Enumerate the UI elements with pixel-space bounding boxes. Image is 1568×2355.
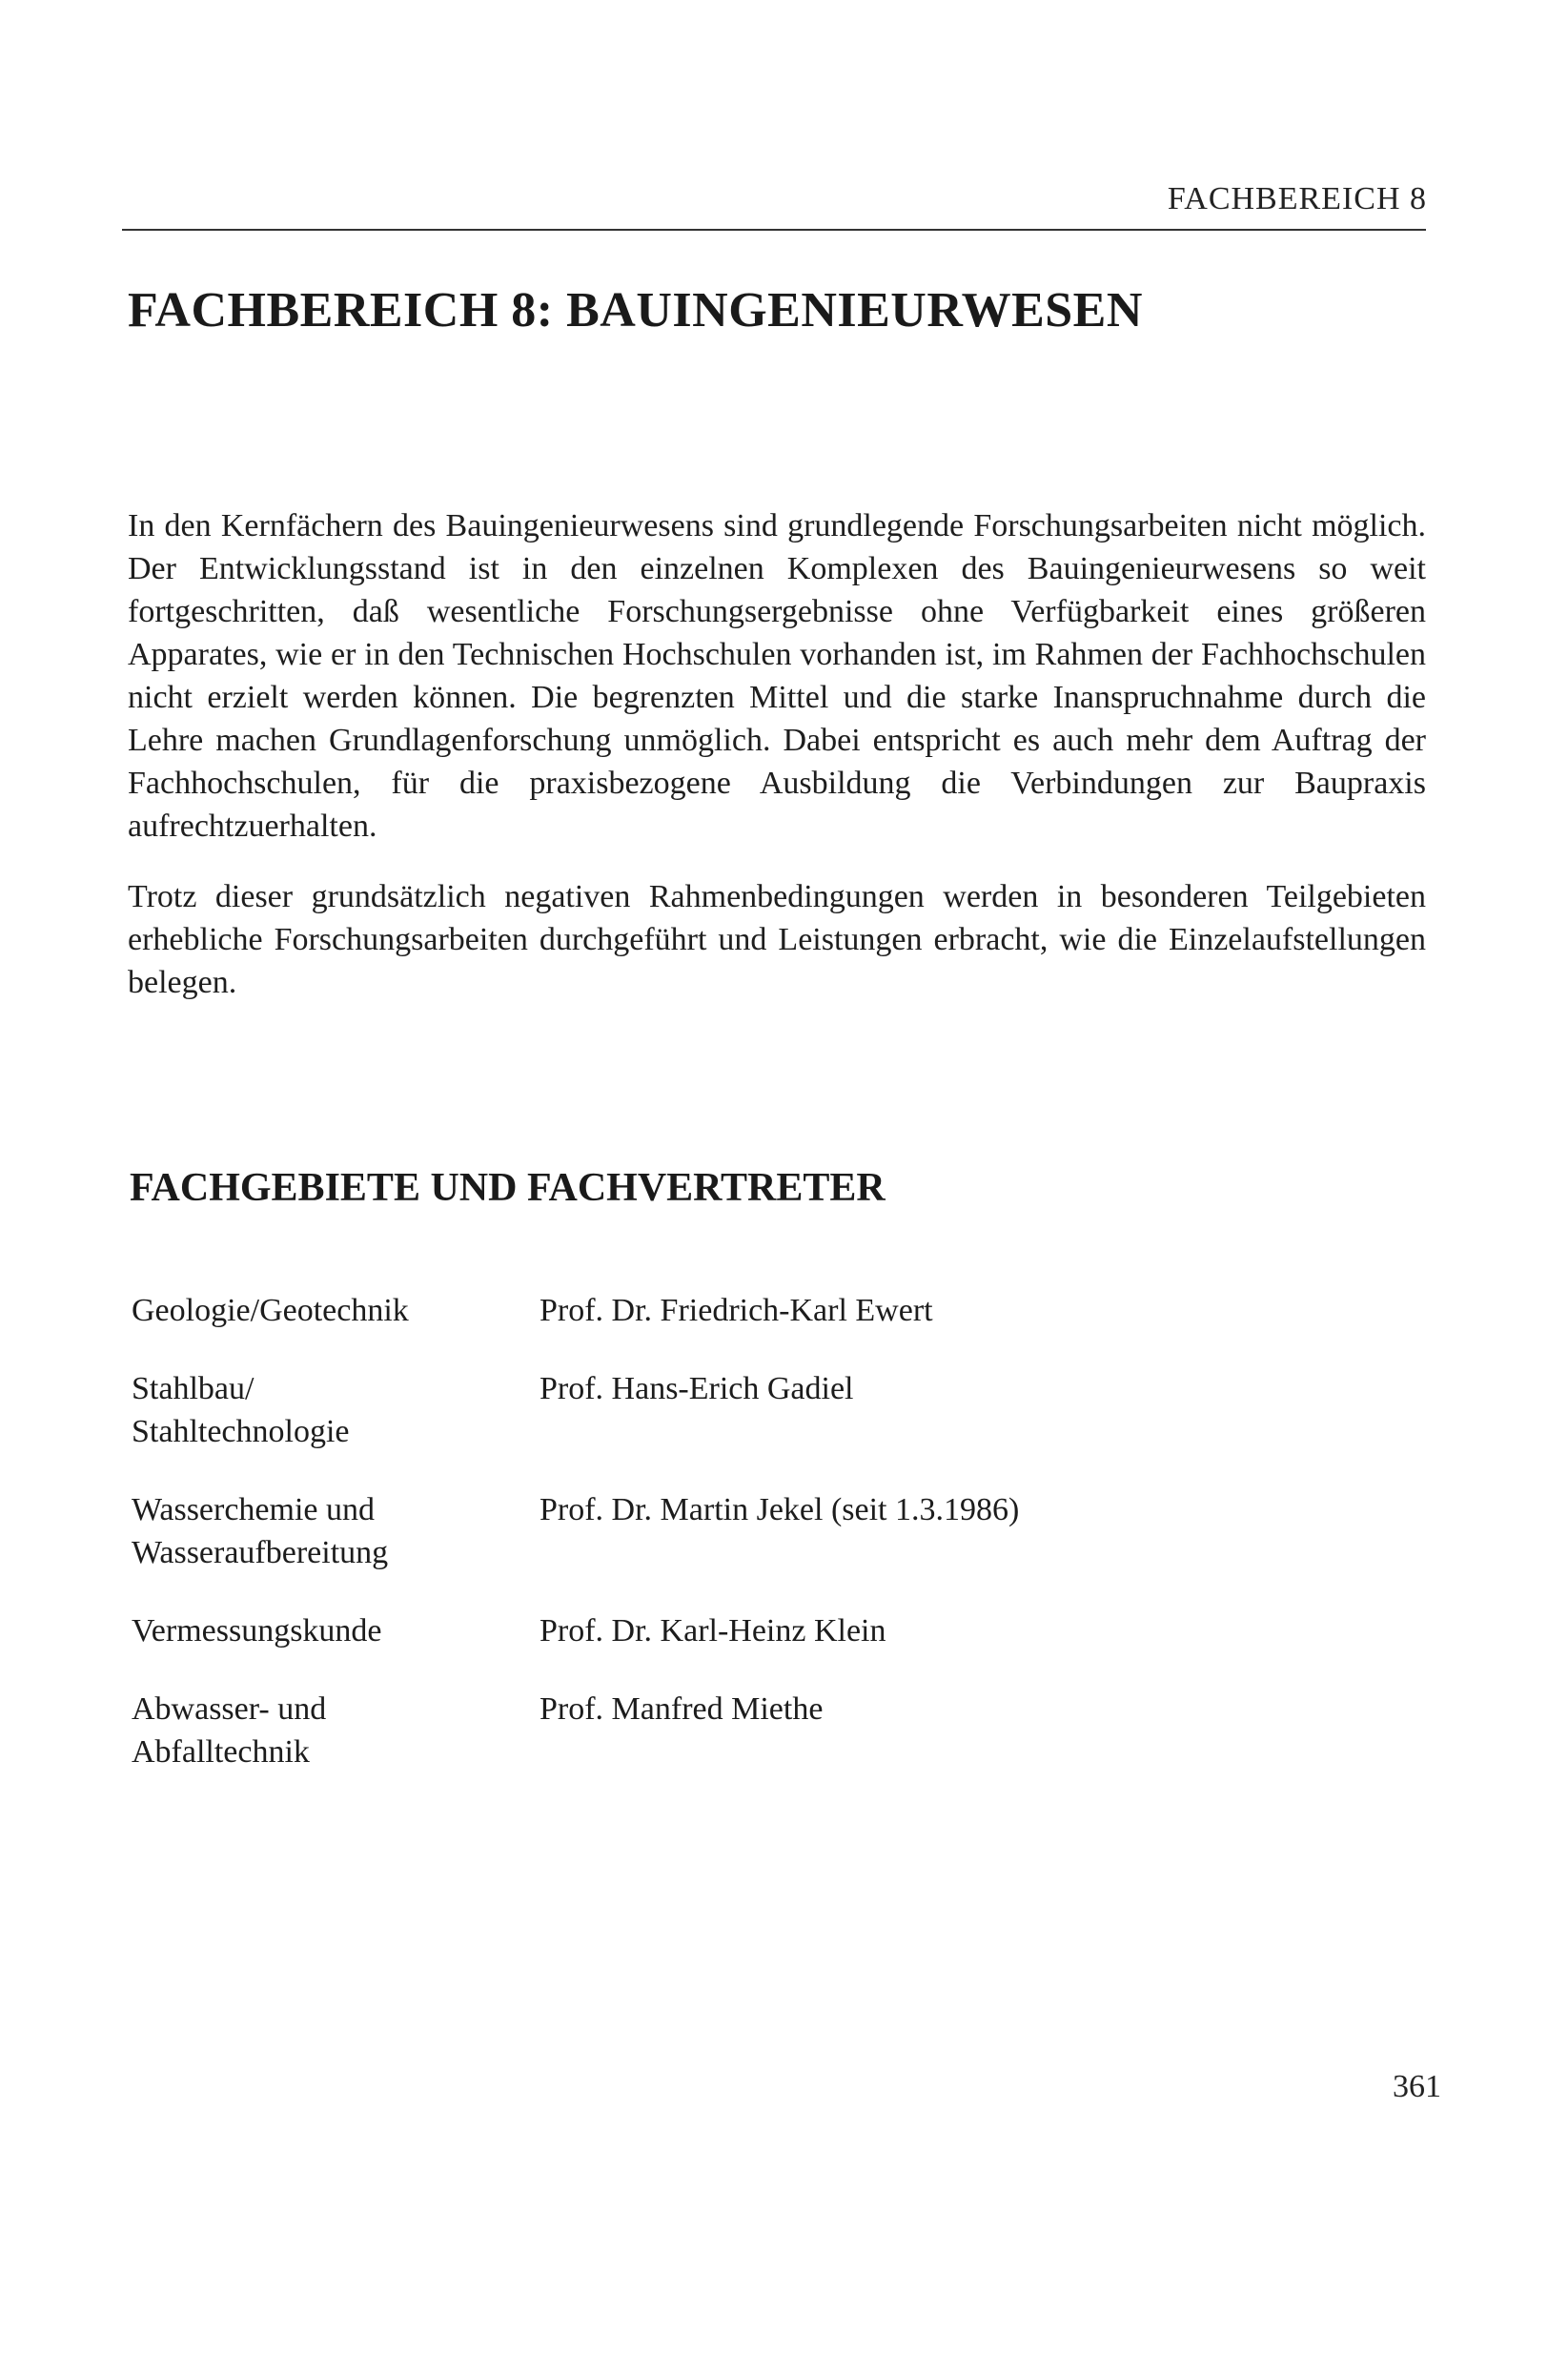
field-row [132, 1688, 1275, 1773]
section-title: FACHGEBIETE UND FACHVERTRETER [130, 1166, 886, 1210]
field-row [132, 1289, 1275, 1332]
field-row [132, 1488, 1275, 1574]
field-name: Stahlbau/ Stahltechnologie [132, 1371, 350, 1449]
field-representative: Prof. Dr. Friedrich-Karl Ewert [540, 1293, 933, 1328]
running-header: FACHBEREICH 8 [1167, 181, 1427, 216]
field-table [132, 1289, 1275, 1809]
intro-paragraph: In den Kernfächern des Bauingenieurwesens sind grundlegende Forschungsarbeiten nicht möglich. Der Entwicklungsstand ist in den einzelnen Komplexen des Bauingenieurwesens so weit fortgeschritten, daß wesentliche Forschungsergebnisse ohne Verfügbarkeit eines größeren Apparates, wie er in den Technischen Hochschulen vorhanden ist, im Rahmen der Fachhochschulen nicht erzielt werden können. Die begrenzten Mittel und die starke Inanspruchnahme durch die Lehre machen Grundlagenforschung unmöglich. Dabei entspricht es auch mehr dem Auftrag der Fachhochschulen, für die praxisbezogene Ausbildung die Verbindungen zur Baupraxis aufrechtzuerhalten. [128, 508, 1426, 844]
field-representative: Prof. Manfred Miethe [540, 1691, 824, 1727]
page-title: FACHBEREICH 8: BAUINGENIEURWESEN [128, 283, 1143, 338]
second-paragraph: Trotz dieser grundsätzlich negativen Rahmenbedingungen werden in besonderen Teilgebieten erhebliche Forschungsarbeiten durchgeführt und Leistungen erbracht, wie die Einzelaufstellungen belegen. [128, 879, 1426, 1000]
field-name: Wasserchemie und Wasseraufbereitung [132, 1492, 389, 1570]
field-representative: Prof. Hans-Erich Gadiel [540, 1371, 854, 1406]
page-number: 361 [1393, 2069, 1441, 2104]
field-representative: Prof. Dr. Martin Jekel (seit 1.3.1986) [540, 1492, 1020, 1527]
header-rule [122, 229, 1426, 231]
field-row [132, 1609, 1275, 1652]
field-name: Vermessungskunde [132, 1613, 382, 1648]
field-name: Abwasser- und Abfalltechnik [132, 1691, 327, 1770]
field-representative: Prof. Dr. Karl-Heinz Klein [540, 1613, 886, 1648]
field-name: Geologie/Geotechnik [132, 1293, 409, 1328]
field-row [132, 1367, 1275, 1453]
